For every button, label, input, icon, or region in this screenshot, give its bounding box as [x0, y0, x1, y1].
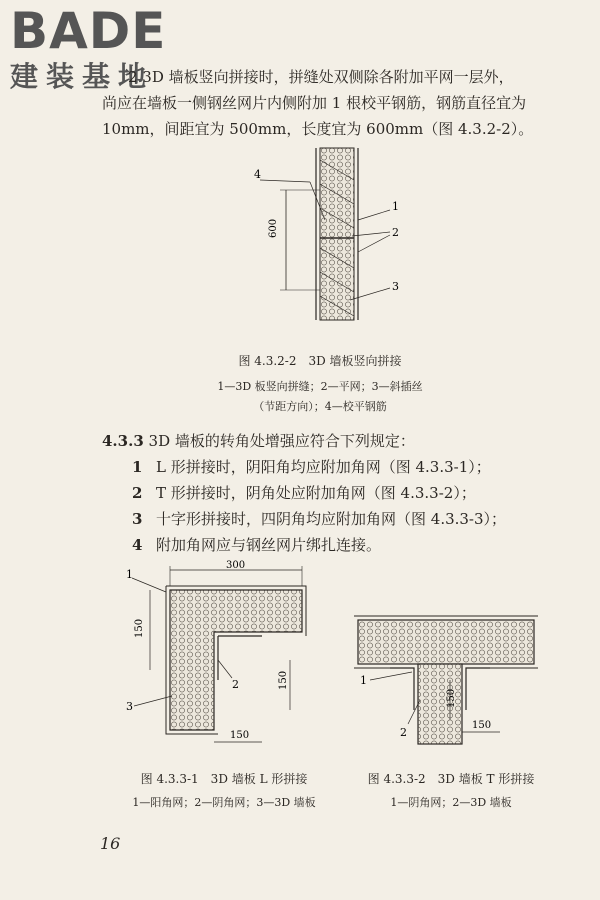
section-number: 4.3.3 — [102, 432, 144, 450]
wall-panel-top — [358, 620, 534, 664]
list-item: 2 T 形拼接时，阴角处应附加角网（图 4.3.3-2）； — [132, 484, 476, 502]
callout-2: 2 — [392, 226, 399, 239]
list-item: 4 附加角网应与钢丝网片绑扎连接。 — [132, 536, 382, 554]
intro-line-3: 10mm，间距宜为 500mm，长度宜为 600mm（图 4.3.2-2）。 — [102, 120, 534, 138]
wall-panel-l — [170, 590, 302, 730]
dim-150-c: 150 — [230, 730, 250, 741]
dim-150-a: 150 — [134, 618, 145, 638]
intro-line-2: 尚应在墙板一侧钢丝网片内侧附加 1 根校平钢筋，钢筋直径宜为 — [102, 94, 527, 112]
callout-3: 3 — [392, 280, 399, 293]
dim-150-a: 150 — [446, 688, 457, 708]
fig-4-3-3-1-caption: 图 4.3.3-1 3D 墙板 L 形拼接 — [140, 772, 308, 786]
logo-subtitle: 建装基地 — [10, 60, 155, 93]
callout-2: 2 — [400, 726, 407, 739]
fig-4-3-3-2-legend: 1—阴角网；2—3D 墙板 — [390, 796, 512, 809]
figure-4-3-2-2 — [240, 140, 430, 330]
section-title: 3D 墙板的转角处增强应符合下列规定： — [148, 432, 415, 450]
intro-line-1: 2 3D 墙板竖向拼接时，拼缝处双侧除各附加平网一层外， — [128, 68, 514, 86]
list-item: 1 L 形拼接时，阴阳角均应附加角网（图 4.3.3-1）； — [132, 458, 491, 476]
fig-4-3-3-1-legend: 1—阳角网；2—阴角网；3—3D 墙板 — [132, 796, 316, 809]
figure-4-3-3-2 — [350, 600, 550, 760]
wall-panel-upper — [320, 148, 354, 238]
figure-4-3-3-1 — [122, 560, 322, 760]
callout-1: 1 — [392, 200, 399, 213]
dim-600: 600 — [268, 218, 279, 238]
fig-4-3-3-2-caption: 图 4.3.3-2 3D 墙板 T 形拼接 — [367, 772, 535, 786]
inner-corner-mesh — [218, 636, 262, 680]
dim-300: 300 — [226, 560, 246, 571]
wall-panel-lower — [320, 238, 354, 320]
list-item: 3 十字形拼接时，四阴角均应附加角网（图 4.3.3-3）； — [132, 510, 507, 528]
callout-2: 2 — [232, 678, 239, 691]
callout-4: 4 — [254, 168, 261, 181]
fig-4-3-2-2-legend-2: （节距方向）；4—校平钢筋 — [253, 400, 387, 413]
callout-1: 1 — [126, 568, 133, 581]
dim-150-b: 150 — [472, 720, 492, 731]
callout-1: 1 — [360, 674, 367, 687]
fig-4-3-2-2-legend-1: 1—3D 板竖向拼缝；2—平网；3—斜插丝 — [217, 380, 423, 393]
callout-3: 3 — [126, 700, 133, 713]
page-number: 16 — [100, 834, 121, 853]
dim-150-b: 150 — [278, 670, 289, 690]
logo-word: BADE — [10, 2, 167, 60]
section-4-3-3-heading — [102, 430, 415, 452]
fig-4-3-2-2-caption: 图 4.3.2-2 3D 墙板竖向拼接 — [238, 354, 402, 368]
